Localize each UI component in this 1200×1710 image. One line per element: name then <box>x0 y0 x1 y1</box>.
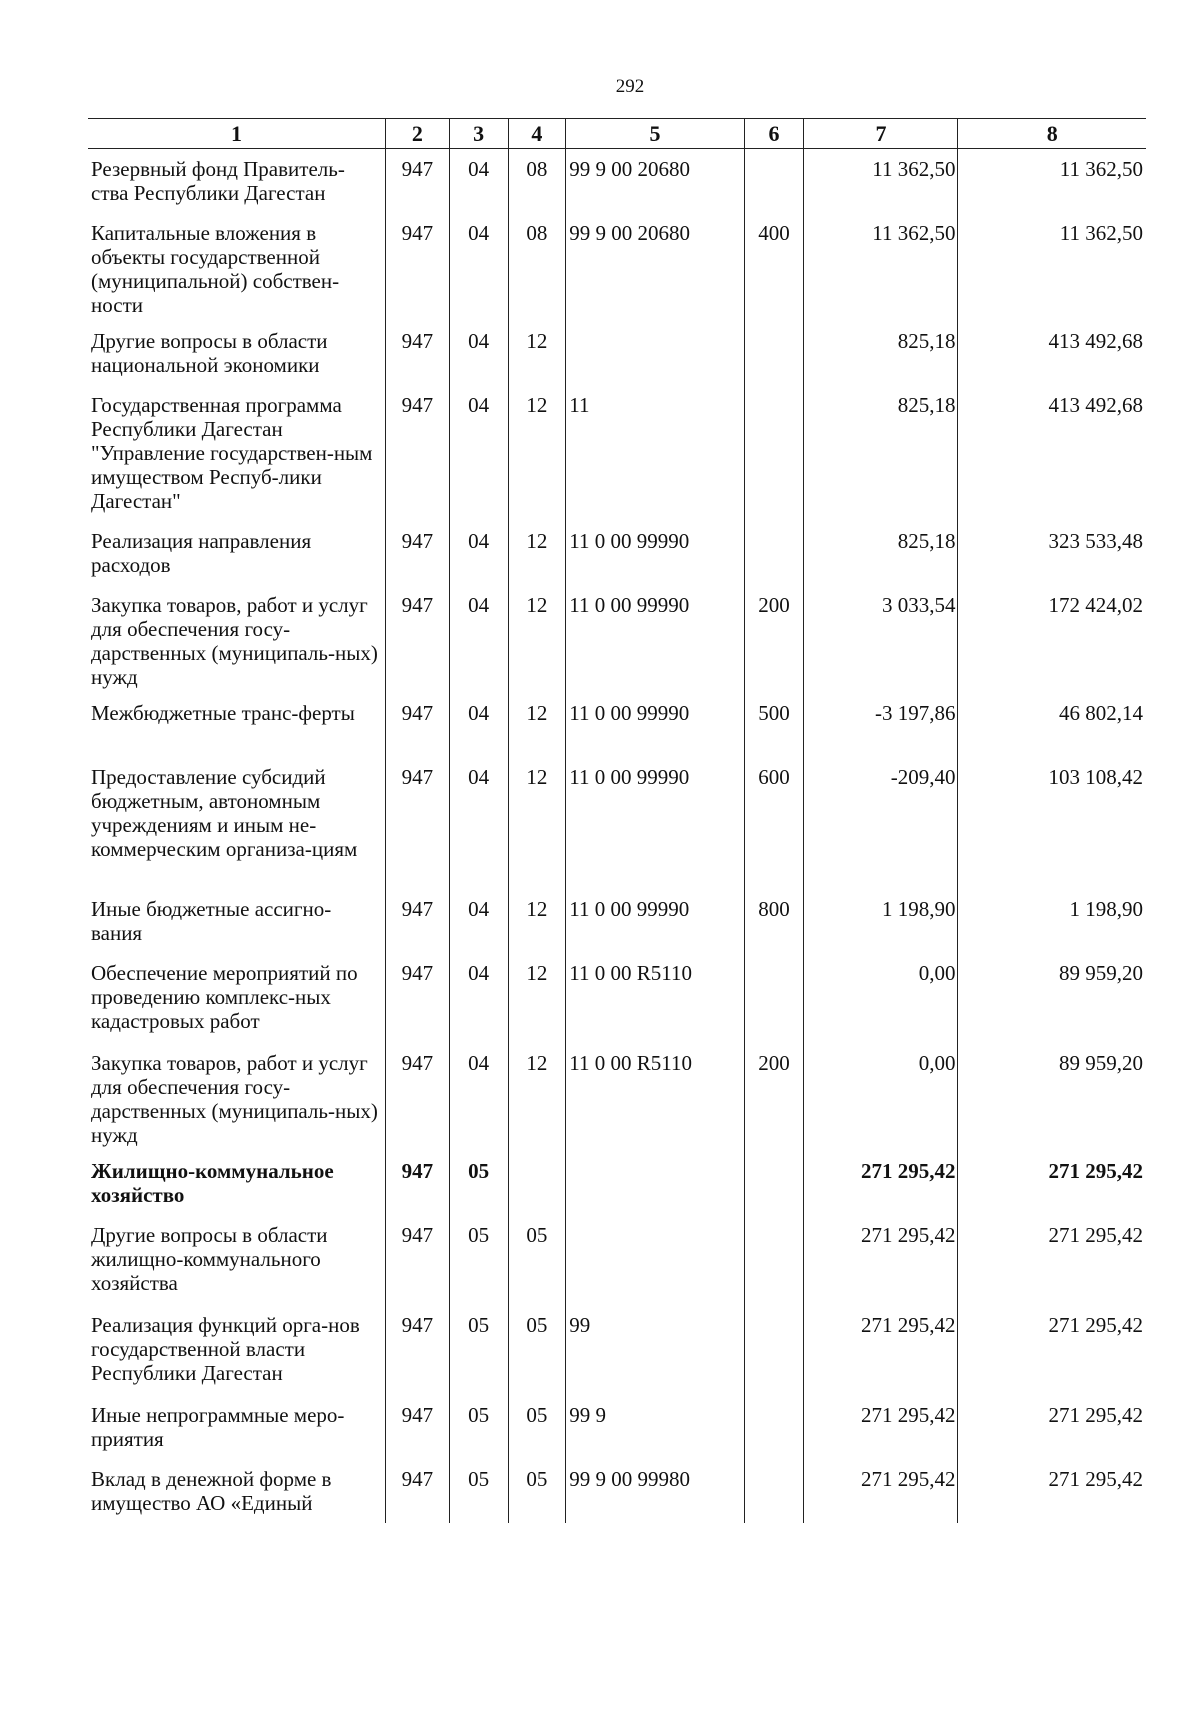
table-row <box>88 889 1146 953</box>
row-col-3: 04 <box>449 757 508 889</box>
row-col-3: 04 <box>449 149 508 214</box>
row-col-4: 08 <box>508 149 566 214</box>
column-header-5: 5 <box>566 119 744 149</box>
row-name: Закупка товаров, работ и услуг для обеспечения госу-дарственных (муниципаль-ных) нужд <box>91 1051 378 1147</box>
row-name: Резервный фонд Правитель-ства Республики Дагестан <box>91 157 345 205</box>
row-name: Вклад в денежной форме в имущество АО «Единый <box>91 1467 332 1515</box>
table-row <box>88 953 1146 1043</box>
row-col-2: 947 <box>385 953 449 1043</box>
row-col-5: 99 9 00 20680 <box>566 149 744 214</box>
row-col-8: 1 198,90 <box>958 889 1146 953</box>
row-col-4: 12 <box>508 321 566 385</box>
row-col-3: 04 <box>449 693 508 757</box>
row-col-8: 271 295,42 <box>958 1459 1146 1523</box>
row-col-8: 103 108,42 <box>958 757 1146 889</box>
row-col-5: 11 0 00 R5110 <box>566 1043 744 1151</box>
row-col-2: 947 <box>385 889 449 953</box>
row-col-5 <box>566 321 744 385</box>
row-col-4: 12 <box>508 757 566 889</box>
row-col-5: 11 0 00 99990 <box>566 585 744 693</box>
row-col-8: 172 424,02 <box>958 585 1146 693</box>
row-col-2: 947 <box>385 1215 449 1305</box>
row-name: Другие вопросы в области жилищно-коммунального хозяйства <box>91 1223 328 1295</box>
row-col-2: 947 <box>385 1151 449 1215</box>
row-col-5: 11 <box>566 385 744 521</box>
row-col-2: 947 <box>385 385 449 521</box>
row-col-5: 11 0 00 99990 <box>566 757 744 889</box>
row-col-5: 11 0 00 99990 <box>566 693 744 757</box>
row-col-2: 947 <box>385 149 449 214</box>
row-name: Иные бюджетные ассигно-вания <box>91 897 332 945</box>
row-col-2: 947 <box>385 1305 449 1395</box>
table-row <box>88 521 1146 585</box>
row-col-3: 05 <box>449 1215 508 1305</box>
row-name: Жилищно-коммунальное хозяйство <box>91 1159 334 1207</box>
row-col-6 <box>744 953 804 1043</box>
row-col-8: 11 362,50 <box>958 149 1146 214</box>
row-col-4: 12 <box>508 1043 566 1151</box>
row-col-7: 11 362,50 <box>804 213 958 321</box>
row-col-6 <box>744 1215 804 1305</box>
row-col-2: 947 <box>385 693 449 757</box>
row-col-5: 11 0 00 99990 <box>566 889 744 953</box>
row-col-8: 271 295,42 <box>958 1151 1146 1215</box>
row-col-2: 947 <box>385 321 449 385</box>
row-col-8: 271 295,42 <box>958 1395 1146 1459</box>
row-col-2: 947 <box>385 585 449 693</box>
row-name: Капитальные вложения в объекты государственной (муниципальной) собствен-ности <box>91 221 340 317</box>
row-col-6: 800 <box>744 889 804 953</box>
row-col-6: 600 <box>744 757 804 889</box>
row-col-7: 271 295,42 <box>804 1459 958 1523</box>
row-col-4: 12 <box>508 953 566 1043</box>
column-header-3: 3 <box>449 119 508 149</box>
row-col-7: -209,40 <box>804 757 958 889</box>
row-col-2: 947 <box>385 521 449 585</box>
row-name: Реализация направления расходов <box>91 529 312 577</box>
row-col-6 <box>744 521 804 585</box>
column-header-4: 4 <box>508 119 566 149</box>
row-col-3: 04 <box>449 213 508 321</box>
table-row <box>88 213 1146 321</box>
row-col-7: 271 295,42 <box>804 1151 958 1215</box>
table-row <box>88 1043 1146 1151</box>
row-col-3: 05 <box>449 1151 508 1215</box>
row-col-3: 04 <box>449 1043 508 1151</box>
row-name: Иные непрограммные меро-приятия <box>91 1403 345 1451</box>
row-col-8: 11 362,50 <box>958 213 1146 321</box>
row-col-6: 200 <box>744 1043 804 1151</box>
table-row <box>88 757 1146 889</box>
row-col-3: 04 <box>449 585 508 693</box>
column-header-7: 7 <box>804 119 958 149</box>
table-row <box>88 385 1146 521</box>
table-row <box>88 585 1146 693</box>
row-name: Реализация функций орга-нов государственной власти Республики Дагестан <box>91 1313 360 1385</box>
row-col-3: 05 <box>449 1459 508 1523</box>
row-col-3: 04 <box>449 385 508 521</box>
row-col-4: 05 <box>508 1459 566 1523</box>
row-col-8: 89 959,20 <box>958 1043 1146 1151</box>
row-col-3: 04 <box>449 521 508 585</box>
row-col-6 <box>744 1459 804 1523</box>
row-col-7: 1 198,90 <box>804 889 958 953</box>
table-row <box>88 321 1146 385</box>
row-col-5 <box>566 1151 744 1215</box>
row-col-3: 05 <box>449 1395 508 1459</box>
row-col-3: 04 <box>449 321 508 385</box>
row-col-8: 89 959,20 <box>958 953 1146 1043</box>
row-col-4: 12 <box>508 693 566 757</box>
row-col-6: 200 <box>744 585 804 693</box>
row-col-6 <box>744 385 804 521</box>
table-row-section <box>88 1151 1146 1215</box>
row-col-4: 12 <box>508 585 566 693</box>
row-col-7: 11 362,50 <box>804 149 958 214</box>
column-header-6: 6 <box>744 119 804 149</box>
row-col-7: 825,18 <box>804 321 958 385</box>
row-col-4 <box>508 1151 566 1215</box>
row-col-7: 0,00 <box>804 953 958 1043</box>
row-col-6: 400 <box>744 213 804 321</box>
row-col-6 <box>744 321 804 385</box>
row-col-4: 08 <box>508 213 566 321</box>
row-col-7: 271 295,42 <box>804 1305 958 1395</box>
row-col-2: 947 <box>385 213 449 321</box>
row-col-7: 825,18 <box>804 521 958 585</box>
row-col-4: 05 <box>508 1305 566 1395</box>
row-col-8: 323 533,48 <box>958 521 1146 585</box>
row-col-7: 3 033,54 <box>804 585 958 693</box>
row-col-4: 12 <box>508 521 566 585</box>
column-header-8: 8 <box>958 119 1146 149</box>
row-col-3: 04 <box>449 889 508 953</box>
row-col-8: 271 295,42 <box>958 1215 1146 1305</box>
row-col-2: 947 <box>385 757 449 889</box>
row-col-5: 99 9 00 99980 <box>566 1459 744 1523</box>
row-col-5: 11 0 00 99990 <box>566 521 744 585</box>
table-row <box>88 149 1146 214</box>
row-col-4: 12 <box>508 385 566 521</box>
row-col-8: 271 295,42 <box>958 1305 1146 1395</box>
row-col-4: 12 <box>508 889 566 953</box>
row-col-7: -3 197,86 <box>804 693 958 757</box>
row-col-8: 413 492,68 <box>958 385 1146 521</box>
row-col-5: 99 9 00 20680 <box>566 213 744 321</box>
table-row <box>88 1459 1146 1523</box>
row-col-6 <box>744 1151 804 1215</box>
row-col-3: 04 <box>449 953 508 1043</box>
row-col-2: 947 <box>385 1043 449 1151</box>
budget-table <box>88 118 1146 1523</box>
row-name: Другие вопросы в области национальной экономики <box>91 329 328 377</box>
row-col-2: 947 <box>385 1395 449 1459</box>
row-col-4: 05 <box>508 1215 566 1305</box>
row-col-2: 947 <box>385 1459 449 1523</box>
row-name: Межбюджетные транс-ферты <box>91 701 355 725</box>
row-col-3: 05 <box>449 1305 508 1395</box>
row-col-4: 05 <box>508 1395 566 1459</box>
table-row <box>88 1305 1146 1395</box>
row-col-5: 11 0 00 R5110 <box>566 953 744 1043</box>
row-col-5: 99 9 <box>566 1395 744 1459</box>
row-col-6: 500 <box>744 693 804 757</box>
row-name: Государственная программа Республики Дагестан "Управление государствен-ным имуществом Респуб-лики Дагестан" <box>91 393 373 513</box>
page-number: 292 <box>615 76 645 97</box>
row-col-6 <box>744 1305 804 1395</box>
column-header-2: 2 <box>385 119 449 149</box>
table-row <box>88 693 1146 757</box>
row-col-5: 99 <box>566 1305 744 1395</box>
row-col-7: 825,18 <box>804 385 958 521</box>
column-header-1: 1 <box>88 119 385 149</box>
row-col-8: 413 492,68 <box>958 321 1146 385</box>
row-name: Обеспечение мероприятий по проведению комплекс-ных кадастровых работ <box>91 961 358 1033</box>
row-name: Закупка товаров, работ и услуг для обеспечения госу-дарственных (муниципаль-ных) нужд <box>91 593 378 689</box>
row-col-7: 0,00 <box>804 1043 958 1151</box>
row-col-8: 46 802,14 <box>958 693 1146 757</box>
row-col-5 <box>566 1215 744 1305</box>
row-name: Предоставление субсидий бюджетным, автономным учреждениям и иным не-коммерческим организа-циям <box>91 765 358 861</box>
row-col-6 <box>744 1395 804 1459</box>
table-header-row <box>88 119 1146 149</box>
table-row <box>88 1215 1146 1305</box>
row-col-6 <box>744 149 804 214</box>
row-col-7: 271 295,42 <box>804 1395 958 1459</box>
row-col-7: 271 295,42 <box>804 1215 958 1305</box>
table-row <box>88 1395 1146 1459</box>
